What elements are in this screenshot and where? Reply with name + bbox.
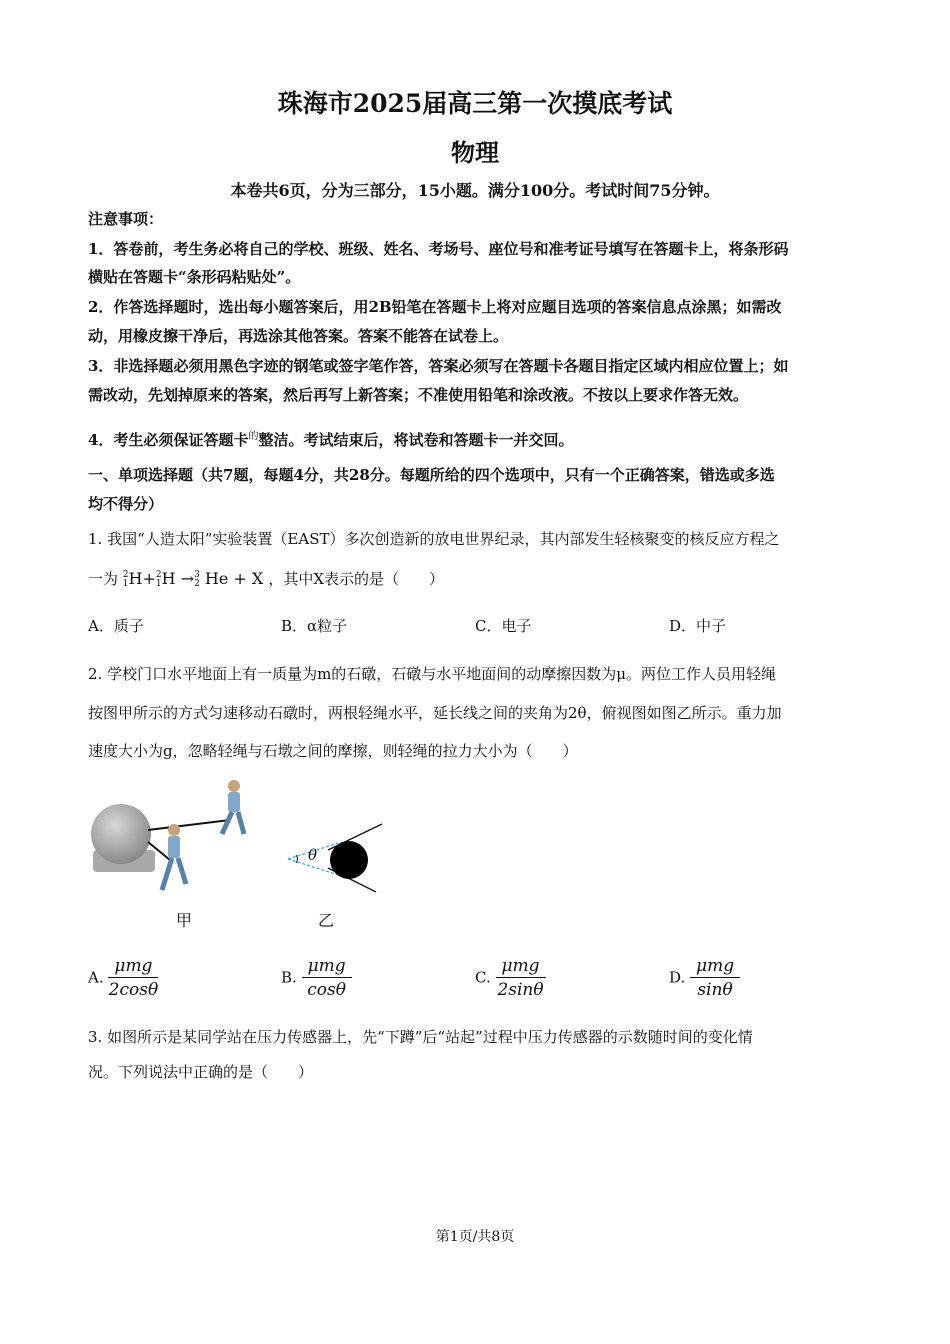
section-1-heading-b: 均不得分）	[88, 495, 164, 513]
note-4: 4．考生必须保证答题卡$^的$整洁。考试结束后，将试卷和答题卡一并交回。	[88, 431, 574, 449]
note-2b: 动，用橡皮擦干净后，再选涂其他答案。答案不能答在试卷上。	[88, 327, 509, 345]
note-1b: 横贴在答题卡“条形码粘贴处”。	[88, 268, 301, 286]
notes-heading: 注意事项：	[88, 210, 164, 228]
q1-option-c: C．电子	[475, 617, 532, 635]
page-footer: 第1页/共8页	[435, 1229, 515, 1245]
q3-stem-line2: 况。下列说法中正确的是（ ）	[88, 1063, 314, 1081]
q2-option-c: C. $\frac{\text{μmg}}{2\sin\theta}$	[475, 956, 544, 1000]
q1-stem-line2: 一为 2 1H+2 1H →3 2 He + X ，其中X表示的是（ ）	[88, 569, 445, 589]
rope-1	[148, 820, 230, 830]
angle-arc	[296, 855, 298, 863]
note-3a: 3．非选择题必须用黑色字迹的钢笔或签字笔作答，答案必须写在答题卡各题目指定区域内相应位置上；如	[88, 357, 789, 375]
q2-option-d: D. $\frac{\text{μmg}}{\sin\theta}$	[669, 955, 740, 1002]
stone-ball	[91, 804, 151, 864]
stone-top-view	[330, 841, 368, 879]
q2-option-a: A. $\frac{\text{μmg}}{2\cos\theta}$	[88, 956, 159, 1000]
q1-equation: 2 1H+2 1H →3 2 He + X	[122, 569, 269, 589]
q2-option-a-fraction: $\frac{\text{μmg}}{2\cos\theta}$	[108, 956, 159, 1000]
q2-option-b: B. $\frac{\text{μmg}}{\cos\theta}$	[281, 955, 352, 1002]
q2-figure-b	[280, 820, 390, 898]
q1-stem-line1: 1. 我国“人造太阳”实验装置（EAST）多次创造新的放电世界纪录，其内部发生轻核聚变的核反应方程之	[88, 530, 780, 548]
note-1a: 1．答卷前，考生务必将自己的学校、班级、姓名、考场号、座位号和准考证号填写在答题卡上，将条形码	[88, 240, 789, 258]
section-1-heading-a: 一、单项选择题（共7题，每题4分，共28分。每题所给的四个选项中，只有一个正确答案，错选或多选	[88, 466, 775, 484]
angle-theta-label: θ	[308, 846, 318, 864]
q2-figure-a-label: 甲	[176, 911, 193, 930]
q2-stem-line3: 速度大小为g，忽略轻绳与石墩之间的摩擦，则轻绳的拉力大小为（ ）	[88, 742, 578, 760]
exam-title: 珠海市2025届高三第一次摸底考试	[277, 89, 673, 118]
q2-option-d-fraction: $\frac{\text{μmg}}{\sin\theta}$	[690, 955, 740, 1002]
q2-figure-b-label: 乙	[318, 911, 335, 930]
worker-1	[222, 780, 244, 834]
q1-option-a: A．质子	[88, 617, 144, 635]
q2-option-c-fraction: $\frac{\text{μmg}}{2\sin\theta}$	[497, 956, 544, 1000]
q2-figure-a	[88, 772, 263, 902]
q2-option-b-fraction: $\frac{\text{μmg}}{\cos\theta}$	[302, 955, 352, 1002]
q1-option-b: B．α粒子	[281, 617, 348, 635]
subject-title: 物理	[451, 138, 499, 167]
note-3b: 需改动，先划掉原来的答案，然后再写上新答案；不准使用铅笔和涂改液。不按以上要求作答无效。	[88, 386, 749, 404]
q2-stem-line1: 2. 学校门口水平地面上有一质量为m的石礅，石礅与水平地面间的动摩擦因数为μ。两位工作人员用轻绳	[88, 665, 777, 683]
q1-option-d: D．中子	[669, 617, 727, 635]
q2-stem-line2: 按图甲所示的方式匀速移动石礅时，两根轻绳水平，延长线之间的夹角为2θ，俯视图如图乙所示。重力加	[88, 704, 782, 722]
exam-summary: 本卷共6页，分为三部分，15小题。满分100分。考试时间75分钟。	[230, 181, 720, 200]
q3-stem-line1: 3. 如图所示是某同学站在压力传感器上，先“下蹲”后“站起”过程中压力传感器的示数随时间的变化情	[88, 1028, 753, 1046]
note-2a: 2．作答选择题时，选出每小题答案后，用2B铅笔在答题卡上将对应题目选项的答案信息点涂黑；如需改	[88, 298, 782, 316]
